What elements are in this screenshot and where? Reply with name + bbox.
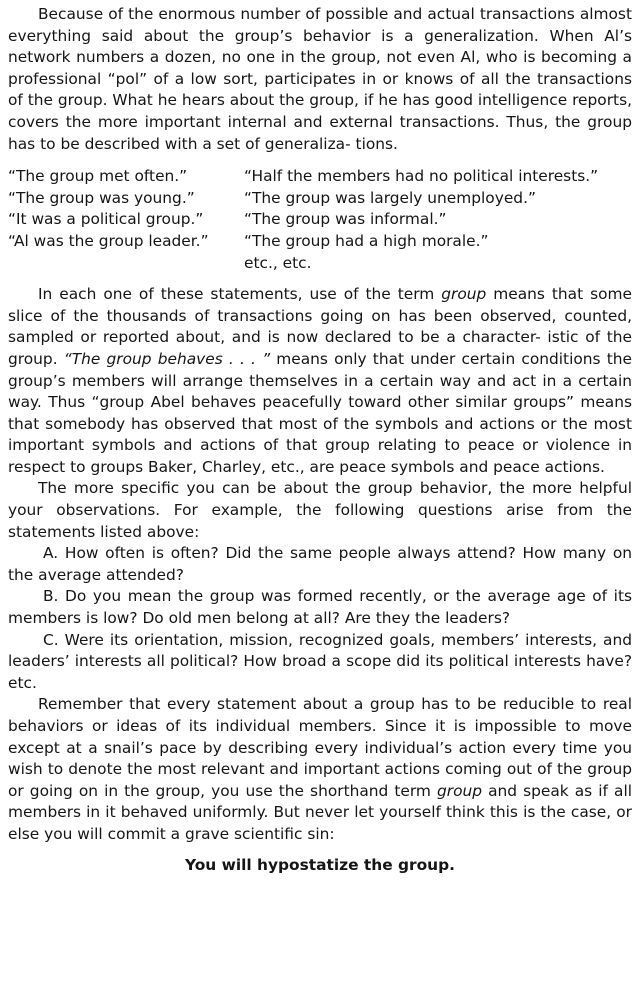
statement-list — [8, 166, 632, 274]
paragraph-remember — [8, 694, 632, 845]
question-b: B. Do you mean the group was formed recently, or the average age of its members is low? Do old men belong at all? Are they the leaders? — [8, 587, 632, 628]
question-a: A. How often is often? Did the same people always attend? How many on the average attended? — [8, 544, 632, 584]
text-run: Remember that every statement about a group has to be reducible to real behaviors or ideas of its individual members. Since it is impossible to move except at a snail’s pace by describing every individual’s action every time you wish to denote the most relevant and important actions coming out of the group or going on in the group, you use the shorthand term — [8, 695, 632, 800]
statement-item: “Al was the group leader.” — [8, 231, 209, 250]
statement-column-left — [8, 166, 244, 274]
statement-item: “Half the members had no political interests.” — [244, 167, 599, 186]
statement-item: “The group had a high morale.” — [244, 231, 489, 250]
statement-item: “The group was young.” — [8, 188, 195, 207]
statement-etc: etc., etc. — [244, 253, 312, 272]
text-run: means that some slice of the thousands of transactions going on has been observed, counted, sampled or reported about, and is now declared to be a character- istic of the group. — [8, 285, 632, 368]
closing-statement: You will hypostatize the group. — [184, 855, 455, 874]
term-group: group — [436, 781, 483, 800]
statement-item: “The group was largely unemployed.” — [244, 188, 536, 207]
text-run: In each one of these statements, use of the term — [38, 285, 442, 304]
statement-item: “It was a political group.” — [8, 210, 204, 229]
text-run: means only that under certain conditions the group’s members will arrange themselves in a certain way and act in a certain way. Thus “group Abel behaves peacefully toward other similar groups” means that somebody has observed that most of the symbols and actions or the most important symbols and actions of that group relating to peace or violence in respect to groups Baker, Charley, etc., are peace symbols and peace actions. — [8, 349, 632, 476]
term-group: group — [441, 285, 487, 304]
paragraph-term-group — [8, 284, 632, 478]
statement-column-right — [244, 166, 632, 274]
paragraph-specific: The more specific you can be about the group behavior, the more helpful your observations. For example, the following questions arise from the statements listed above: — [8, 479, 632, 541]
text-run: and speak as if all members in it behaved uniformly. But never let yourself think this is the case, or else you will commit a grave scientific sin: — [8, 781, 632, 843]
question-c: C. Were its orientation, mission, recognized goals, members’ interests, and leaders’ interests all political? How broad a scope did its political interests have? etc. — [8, 630, 632, 692]
statement-item: “The group met often.” — [8, 167, 188, 186]
paragraph-generalization: Because of the enormous number of possible and actual transactions almost everything said about the group’s behavior is a generalization. When Al’s network numbers a dozen, no one in the group, not even Al, who is becoming a professional “pol” of a low sort, participates in or knows of all the transactions of the group. What he hears about the group, if he has good intelligence reports, covers the more important internal and external transactions. Thus, the group has to be described with a set of generaliza- tions. — [8, 5, 632, 153]
term-group-behaves: “The group behaves . . . ” — [63, 349, 271, 368]
statement-item: “The group was informal.” — [244, 210, 447, 229]
